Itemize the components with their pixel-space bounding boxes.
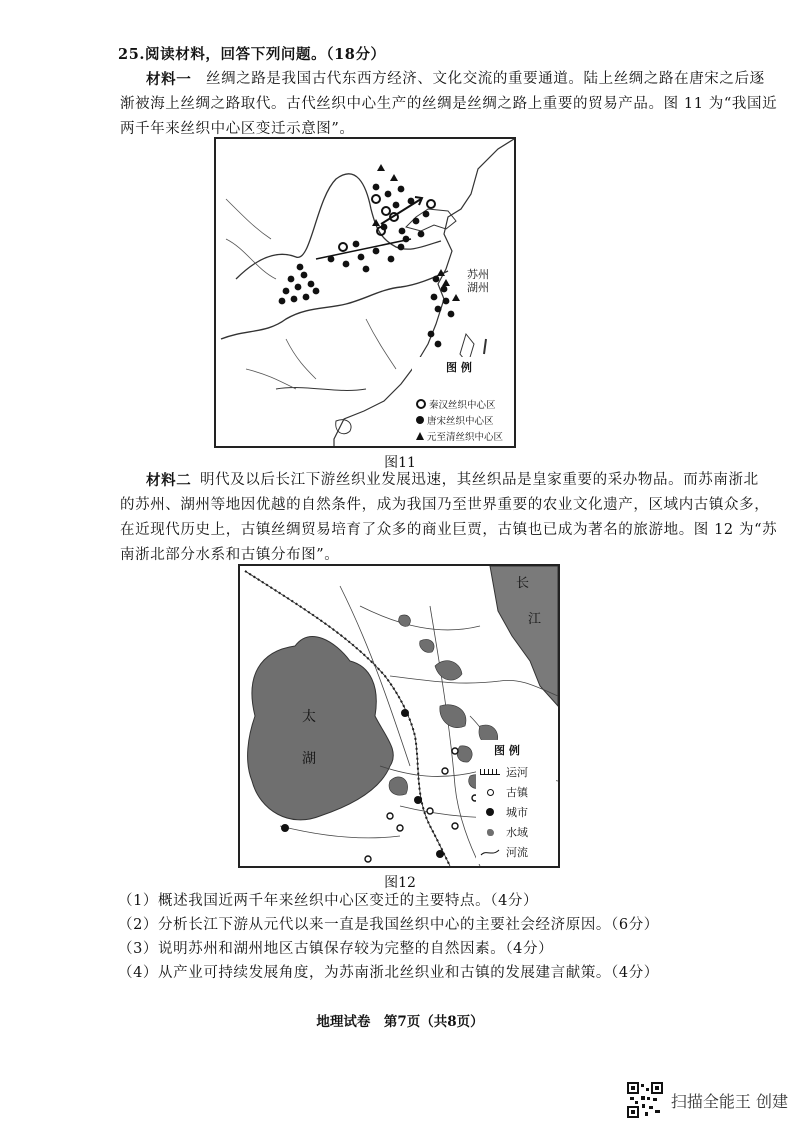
material1-line3: 两千年来丝织中心区变迁示意图”。 bbox=[120, 121, 355, 137]
old-town-legend-icon bbox=[487, 789, 494, 796]
suzhou-label: 苏州 bbox=[467, 268, 489, 281]
figure11-caption: 图11 bbox=[384, 455, 416, 471]
qr-code-icon bbox=[627, 1082, 663, 1118]
material2-line4: 南浙北部分水系和古镇分布图”。 bbox=[120, 547, 340, 563]
sub-question-3: （3）说明苏州和湖州地区古镇保存较为完整的自然因素。（4分） bbox=[118, 941, 554, 957]
chang-label: 长 bbox=[516, 576, 530, 591]
yangtze-river bbox=[221, 271, 448, 339]
material1-line1: 丝绸之路是我国古代东西方经济、文化交流的重要通道。陆上丝绸之路在唐宋之后逐 bbox=[206, 71, 765, 87]
figure12-legend bbox=[476, 740, 556, 864]
legend12-item-oldtown: 古镇 bbox=[506, 786, 528, 799]
water-legend-icon bbox=[487, 829, 494, 836]
scanner-watermark bbox=[627, 1082, 788, 1118]
legend11-title: 图 例 bbox=[446, 361, 472, 374]
sub-question-4: （4）从产业可持续发展角度，为苏南浙北丝织业和古镇的发展建言献策。（4分） bbox=[118, 965, 659, 981]
legend12-item-city: 城市 bbox=[506, 806, 528, 819]
material2-line3: 在近现代历史上，古镇丝绸贸易培育了众多的商业巨贾，古镇也已成为著名的旅游地。图 12 为“苏 bbox=[120, 522, 778, 538]
tai-label: 太 bbox=[302, 709, 316, 725]
material2-line2: 的苏州、湖州等地因优越的自然条件，成为我国乃至世界重要的农业文化遗产，区域内古镇众多， bbox=[120, 497, 770, 513]
legend12-item-canal: 运河 bbox=[506, 766, 528, 779]
hainan bbox=[336, 420, 351, 434]
watermark-text: 扫描全能王 创建 bbox=[670, 1091, 788, 1111]
yellow-river bbox=[236, 174, 441, 279]
figure11-legend bbox=[412, 357, 512, 445]
huzhou-label: 湖州 bbox=[467, 281, 489, 294]
material2-line1: 明代及以后长江下游丝织业发展迅速，其丝织品是皇家重要的采办物品。而苏南浙北 bbox=[200, 472, 759, 488]
triangle-marker-icon bbox=[416, 432, 424, 440]
legend12-item-water: 水域 bbox=[506, 826, 528, 839]
sub-question-2: （2）分析长江下游从元代以来一直是我国丝织中心的主要社会经济原因。（6分） bbox=[118, 917, 659, 933]
material2-label: 材料二 bbox=[146, 472, 192, 489]
city-legend-icon bbox=[486, 808, 494, 816]
figure11-map bbox=[214, 137, 516, 448]
figure12-caption: 图12 bbox=[384, 875, 416, 891]
hu-label: 湖 bbox=[302, 751, 316, 767]
river-legend-icon bbox=[480, 847, 500, 857]
sub-question-1: （1）概述我国近两千年来丝织中心区变迁的主要特点。（4分） bbox=[118, 893, 539, 909]
page-footer: 地理试卷 第7页（共8页） bbox=[316, 1014, 484, 1030]
dot-marker-icon bbox=[416, 416, 424, 424]
legend11-item-tangsong: 唐宋丝织中心区 bbox=[427, 416, 494, 427]
material1-label: 材料一 bbox=[146, 71, 192, 88]
ring-marker-icon bbox=[416, 399, 426, 409]
figure12-map bbox=[238, 564, 560, 868]
material1-line2: 渐被海上丝绸之路取代。古代丝织中心生产的丝绸是丝绸之路上重要的贸易产品。图 11 为“我国近 bbox=[120, 96, 778, 112]
question-header: 25.阅读材料，回答下列问题。（18分） bbox=[118, 46, 386, 63]
legend11-item-yuanqing: 元至清丝织中心区 bbox=[427, 432, 504, 443]
legend12-title: 图 例 bbox=[494, 744, 520, 757]
jiang-label: 江 bbox=[528, 612, 542, 627]
canal-legend-icon bbox=[480, 769, 500, 775]
taihu-lake bbox=[248, 637, 394, 820]
legend11-item-qinhan: 秦汉丝织中心区 bbox=[429, 400, 496, 411]
legend12-item-river: 河流 bbox=[506, 846, 528, 859]
pearl-river bbox=[276, 388, 366, 391]
